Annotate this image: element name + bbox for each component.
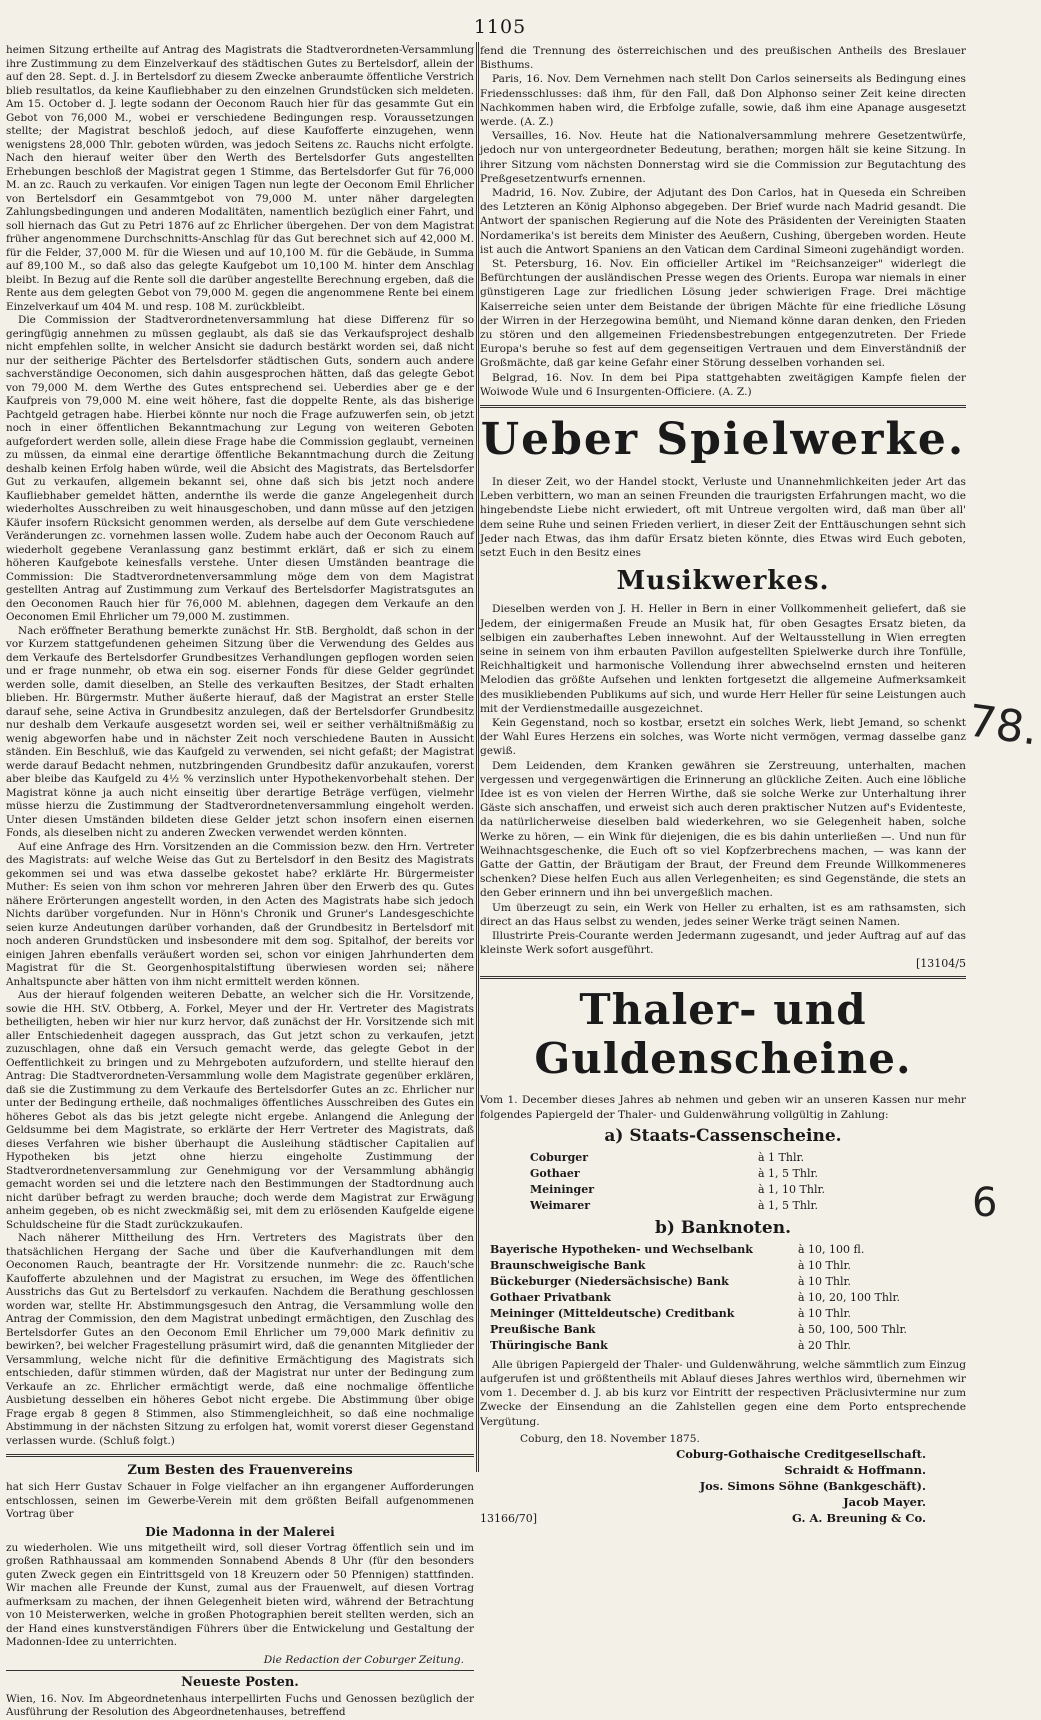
table-row bbox=[480, 1306, 966, 1322]
spielwerke-text: Illustrirte Preis-Courante werden Jedermann zugesandt, und jeder Auftrag auf auf das kleinste Werk sofort ausgeführt. bbox=[480, 929, 966, 957]
redaction-signature: Die Redaction der Coburger Zeitung. bbox=[263, 1653, 464, 1666]
spielwerke-text: Um überzeugt zu sein, ein Werk von Heller zu erhalten, ist es am rathsamsten, sich direct an das Haus selbst zu wenden, jedes seiner Werke trägt seinen Namen. bbox=[480, 901, 966, 928]
note-name: Weimarer bbox=[530, 1198, 590, 1212]
spielwerke-text: In dieser Zeit, wo der Handel stockt, Verluste und Unannehmlichkeiten jeder Art das Leben verbittern, wo man an seinen Freunden die traurigsten Erfahrungen macht, wo die hingebendste Liebe nicht erwiedert, oft mit Untreue vergolten wird, daß man über all' dem seine Ruhe und seinen Frieden verliert, in dieser Zeit der Enttäuschungen sehnt sich Jeder nach Etwas, das ihm dafür Ersatz bieten könnte, dies Etwas wird Euch geboten, setzt Euch in den Besitz eines bbox=[480, 476, 966, 560]
section-divider bbox=[6, 1670, 474, 1671]
left-column bbox=[6, 44, 474, 1718]
handwritten-margin-note: 6 bbox=[972, 1180, 998, 1226]
thaler-intro: Vom 1. December dieses Jahres ab nehmen und geben wir an unseren Kassen nur mehr folgendes Papiergeld der Thaler- und Guldenwährung vollgültig in Zahlung: bbox=[480, 1094, 966, 1121]
news-item: fend die Trennung des österreichischen und des preußischen Antheils des Breslauer Bisthums. bbox=[480, 45, 966, 72]
right-column bbox=[480, 44, 966, 1525]
note-value: à 1 Thlr. bbox=[758, 1150, 805, 1164]
article-paragraph: Die Commission der Stadtverordnetenversammlung hat diese Differenz für so geringfügig annehmen zu müssen geglaubt, als daß sie das Verkaufsproject deshalb nicht empfehlen sollte, in welcher Ansicht sie dadurch bestärkt worden sei, daß nicht nur der seitherige Pächter des Bertelsdorfer städtischen Guts, sondern auch andere sachverständige Oeconomen, sich dahin ausgesprochen hätten, daß das gelegte Gebot von 79,000 M. dem Werthe des Gutes entsprechend sei. Ueberdies aber ge e der Kaufpreis von 79,000 M. eine weit höhere, fast die doppelte Rente, als das bisherige Pachtgeld getragen habe. Hierbei könnte nur noch die Frage aufzuwerfen sein, ob jetzt noch in einer öffentlichen Bekanntmachung zur Legung von weiteren Geboten aufgefordert werden solle, allein diese Frage habe die Commission geglaubt, verneinen zu müssen, da einmal eine derartige öffentliche Bekanntmachung durch die Zeitung deshalb keinen Erfolg haben würde, weil die Absicht des Magistrats, das Bertelsdorfer Gut zu verkaufen, allgemein bekannt sei, ohne daß sich bis jetzt noch andere Kaufliebhaber gemeldet hätten, andernthe ils werde die ganze Angelegenheit durch wiederholtes Ausschreiben zu weit hinausgeschoben, und dann müsse auf den jetzigen Käufer insofern Rücksicht genommen werden, als derselbe auf dem Gute verschiedene Veränderungen zc. vornehmen lassen wolle. Zudem habe auch der Oeconom Rauch auf wiederholt gegebene Veranlassung ganz bestimmt erklärt, daß er sich zu einem höheren Kaufgebote keinesfalls verstehe. Unter diesen Umständen beantrage die Commission: Die Stadtverordnetenversammlung möge dem von dem Magistrat gestellten Antrag auf Zustimmung zum Verkauf des Bertelsdorfer Magistratsgutes an den Oeconomen Rauch hier für 76,000 M. ablehnen, dagegen dem Verkaufe an den Oeconomen Emil Ehrlicher um 79,000 M. zustimmen. bbox=[6, 314, 474, 623]
news-item: Paris, 16. Nov. Dem Vernehmen nach stellt Don Carlos seinerseits als Bedingung eines Friedensschlusses: daß ihm, für den Fall, daß Don Alphonso seiner Zeit keine directen Nachkommen haben wird, die Erbfolge zufalle, sowie, daß ihm eine Apanage ausgesetzt werde. (A. Z.) bbox=[480, 73, 966, 129]
note-value: à 1, 5 Thlr. bbox=[758, 1166, 819, 1180]
table-row bbox=[480, 1242, 966, 1258]
table-row bbox=[480, 1322, 966, 1338]
table-row bbox=[480, 1198, 966, 1214]
banknoten-section-title: b) Banknoten. bbox=[654, 1217, 792, 1238]
table-row bbox=[480, 1150, 966, 1166]
signer: Coburg-Gothaische Creditgesellschaft. bbox=[676, 1447, 926, 1461]
thaler-title: Thaler- und Guldenscheine. bbox=[534, 985, 912, 1084]
banks-table bbox=[480, 1242, 966, 1354]
signer: G. A. Breuning & Co. bbox=[792, 1511, 926, 1525]
spielwerke-text: Dem Leidenden, dem Kranken gewähren sie Zerstreuung, unterhalten, machen vergessen und vergegenwärtigen die Erinnerung an glückliche Zeiten. Auch eine löbliche Idee ist es von vielen der Herren Wirthe, daß sie solche Werke zur Unterhaltung ihrer Gäste sich anschaffen, und erweist sich auch deren praktischer Nutzen auf's Evidenteste, da natürlicherweise dieselben bald wiederkehren, wo sie Gelegenheit haben, solche Werke zu hören, — ein Wink für diejenigen, die es bis dahin unterließen —. Und nun für Weihnachtsgeschenke, die Euch oft so viel Kopfzerbrechens machen, — was kann der Gatte der Gattin, der Bräutigam der Braut, der Freund dem Freunde Willkommeneres schenken? Diese helfen Euch aus allen Verlegenheiten; es sind Gegenstände, die stets an den Geber erinnern und ihn bei unvergeßlich machen. bbox=[480, 759, 966, 900]
bank-name: Preußische Bank bbox=[490, 1322, 596, 1336]
news-item: Madrid, 16. Nov. Zubire, der Adjutant des Don Carlos, hat in Queseda ein Schreiben des Letzteren an König Alphonso abgegeben. Der Brief wurde nach Madrid gesandt. Die Antwort der spanischen Regierung auf die Note des Präsidenten der Vereinigten Staaten Nordamerika's ist bereits dem Minister des Aeußern, Cushing, übergeben worden. Heute ist auch die Antwort Spaniens an den Vatican dem Cardinal Simeoni zugehändigt worden. bbox=[480, 187, 966, 256]
note-name: Gothaer bbox=[530, 1166, 580, 1180]
news-item: Versailles, 16. Nov. Heute hat die Nationalversammlung mehrere Gesetzentwürfe, jedoch nur von untergeordneter Bedeutung, berathen; morgen hält sie keine Sitzung. In ihrer Sitzung vom nächsten Donnerstag wird sie die Commission zur Begutachtung des Preßgesetzentwurfs ernennen. bbox=[480, 130, 966, 185]
article-paragraph: Auf eine Anfrage des Hrn. Vorsitzenden an die Commission bezw. den Hrn. Vertreter des Magistrats: auf welche Weise das Gut zu Bertelsdorf in den Besitz des Magistrats gekommen sei und was etwa dasselbe gekostet habe? erklärte Hr. Bürgermeister Muther: Es seien von ihm schon vor mehreren Jahren über den Erwerb des qu. Gutes nähere Erörterungen angestellt worden, in den Acten des Magistrats habe sich jedoch Nichts darüber vorgefunden. Nur in Hönn's Chronik und Gruner's Landesgeschichte seien kurze Andeutungen darüber vorhanden, daß der Grundbesitz in Bertelsdorf mit noch anderen Grundstücken und insbesondere mit dem sog. Spitalhof, der bereits vor einigen Jahren ebenfalls veräußert worden sei, schon vor einigen Jahrhunderten dem Magistrat für die St. Georgenhospitalstiftung überwiesen worden sei; nähere Anhaltspuncte aber hätten von ihm nicht ermittelt werden können. bbox=[6, 840, 474, 988]
thaler-date: Coburg, den 18. November 1875. bbox=[520, 1432, 700, 1445]
table-row bbox=[480, 1290, 966, 1306]
column-divider bbox=[476, 42, 477, 1472]
ad-code: [13104/5 bbox=[916, 957, 966, 971]
spielwerke-text: Kein Gegenstand, noch so kostbar, ersetzt ein solches Werk, liebt Jemand, so schenkt der Wahl Eures Herzens ein solches, was Worte nicht vermögen, vermag dasselbe ganz gewiß. bbox=[480, 716, 966, 758]
news-item: St. Petersburg, 16. Nov. Ein officieller Artikel im "Reichsanzeiger" widerlegt die Befürchtungen der ausländischen Presse wegen des Orients. Europa war niemals in einer günstigeren Lage zur friedlichen Lösung jeder schwierigen Frage. Drei mächtige Kaiserreiche seien unter dem Beistande der übrigen Mächte für eine friedliche Lösung der Wirren in der Herzegowina bemüht, und Niemand könne daran denken, den Frieden zu stören und den allgemeinen Friedensbestrebungen entgegenzutreten. Der Friede Europa's beruhe so fest auf dem gegenseitigen Vertrauen und dem Einverständniß der Großmächte, daß gar keine Gefahr einer Störung desselben vorhanden sei. bbox=[480, 258, 966, 370]
note-name: Meininger bbox=[530, 1182, 595, 1196]
table-row bbox=[480, 1182, 966, 1198]
frauenverein-text: hat sich Herr Gustav Schauer in Folge vielfacher an ihn ergangener Aufforderungen entschlossen, seinen im Gewerbe-Verein mit dem größten Beifall aufgenommenen Vortrag über bbox=[6, 1481, 474, 1520]
madonna-subheading: Die Madonna in der Malerei bbox=[145, 1524, 335, 1539]
spielwerke-text: Dieselben werden von J. H. Heller in Bern in einer Vollkommenheit geliefert, daß sie Jedem, der einigermaßen Freude an Musik hat, für oben Gesagtes Ersatz bieten, da selbigen ein zauberhaftes Leben innewohnt. Auf der Weltausstellung in Wien erregten seine in seinem von ihm erbauten Pavillon aufgestellten Spielwerke durch ihre Tonfülle, Reichhaltigkeit und harmonische Vollendung ihrer abwechselnd ernsten und heiteren Melodien das größte Aufsehen und lenkten fortgesetzt die allgemeine Aufmerksamkeit des musikliebenden Publikums auf sich, und wurde Herr Heller für seine Leistungen auch mit der Verdienstmedaille ausgezeichnet. bbox=[480, 603, 966, 715]
table-row bbox=[480, 1338, 966, 1354]
frauenverein-heading: Zum Besten des Frauenvereins bbox=[127, 1463, 353, 1478]
section-divider bbox=[6, 1454, 474, 1457]
bank-value: à 10 Thlr. bbox=[798, 1258, 852, 1272]
bank-name: Bayerische Hypotheken- und Wechselbank bbox=[490, 1242, 753, 1256]
bank-value: à 50, 100, 500 Thlr. bbox=[798, 1322, 908, 1336]
staats-section-title: a) Staats-Cassenscheine. bbox=[604, 1125, 842, 1146]
bank-value: à 10, 20, 100 Thlr. bbox=[798, 1290, 901, 1304]
page-number: 1105 bbox=[473, 16, 527, 38]
note-name: Coburger bbox=[530, 1150, 589, 1164]
spielwerke-title: Ueber Spielwerke. bbox=[480, 414, 966, 466]
note-value: à 1, 5 Thlr. bbox=[758, 1198, 819, 1212]
signer: Schraidt & Hoffmann. bbox=[784, 1463, 926, 1477]
bank-name: Thüringische Bank bbox=[490, 1338, 608, 1352]
neueste-heading: Neueste Posten. bbox=[181, 1674, 299, 1690]
musikwerkes-subtitle: Musikwerkes. bbox=[616, 566, 830, 597]
note-value: à 1, 10 Thlr. bbox=[758, 1182, 826, 1196]
news-item: Belgrad, 16. Nov. In dem bei Pipa stattgehabten zweitägigen Kampfe fielen der Woiwode Wule und 6 Insurgenten-Officiere. (A. Z.) bbox=[480, 371, 966, 398]
thaler-closing: Alle übrigen Papiergeld der Thaler- und Guldenwährung, welche sämmtlich zum Einzug aufgerufen ist und größtentheils mit Ablauf dieses Jahres werthlos wird, übernehmen wir vom 1. December d. J. ab bis kurz vor Eintritt der respectiven Präclusivtermine nur zum Zwecke der Einsendung an die Zahlstellen gegen eine dem Porto entsprechende Vergütung. bbox=[480, 1358, 966, 1428]
bank-name: Bückeburger (Niedersächsische) Bank bbox=[490, 1274, 729, 1288]
bank-name: Gothaer Privatbank bbox=[490, 1290, 611, 1304]
neueste-text: Wien, 16. Nov. Im Abgeordnetenhaus interpellirten Fuchs und Genossen bezüglich der Ausführung der Resolution des Abgeordnetenhauses, betreffend bbox=[6, 1692, 474, 1718]
section-divider bbox=[480, 405, 966, 408]
table-row bbox=[480, 1258, 966, 1274]
article-paragraph: Nach eröffneter Berathung bemerkte zunächst Hr. StB. Bergholdt, daß schon in der vor Kurzem stattgefundenen geheimen Sitzung über die Verwendung des Geldes aus dem Verkaufe des Bertelsdorfer Grundbesitzes Verhandlungen gepflogen worden seien und er frage nunmehr, ob etwa ein sog. eiserner Fonds für diese Gelder gegründet werden solle, damit dieselben, an Stelle des verkauften Besitzes, der Stadt erhalten blieben. Hr. Bürgermstr. Muther äußerte hierauf, daß der Magistrat an erster Stelle darauf sehe, seine Activa in Grundbesitz anzulegen, daß der Bertelsdorfer Grundbesitz nur deshalb dem Verkaufe ausgesetzt worden sei, weil er seither verhältnißmäßig zu wenig abgeworfen habe und in nächster Zeit noch verschiedene Bauten in Aussicht ständen. Ein Beschluß, wie das Kaufgeld zu verwenden, sei nicht gefaßt; der Magistrat werde darauf Bedacht nehmen, nutzbringenden Grundbesitz dafür anzukaufen, vorerst aber bleibe das Kaufgeld zu 4½ % verzinslich unter Hypothekenvorbehalt stehen. Der Magistrat könne ja auch nicht einseitig über derartige Beträge verfügen, vielmehr müsse hierzu die Zustimmung der Stadtverordnetenversammlung eingeholt werden. Unter diesen Umständen bildeten diese Gelder jetzt schon insofern einen eisernen Fonds, als dieselben nicht zu anderen Zwecken verwendet werden könnten. bbox=[6, 624, 474, 839]
staats-table bbox=[480, 1150, 966, 1214]
bank-name: Braunschweigische Bank bbox=[490, 1258, 646, 1272]
bank-value: à 10, 100 fl. bbox=[798, 1242, 865, 1256]
signer: Jacob Mayer. bbox=[843, 1495, 926, 1509]
article-paragraph: Aus der hierauf folgenden weiteren Debatte, an welcher sich die Hr. Vorsitzende, sowie die HH. StV. Otbberg, A. Forkel, Meyer und der Hr. Vertreter des Magistrats betheiligten, heben wir hier nur kurz hervor, daß zunächst der Hr. Vorsitzende sich mit aller Entschiedenheit dagegen aussprach, das Gut jetzt schon zu verkaufen, jetzt zuzuschlagen, ohne daß ein Versuch gemacht werde, das gelegte Gebot in der Oeffentlichkeit zu bringen und zu Mehrgeboten aufzufordern, und stellte hierauf den Antrag: Die Stadtverordneten-Versammlung wolle dem Magistrate gegenüber erklären, daß sie die Zustimmung zu dem Verkaufe des Bertelsdorfer Gutes an zc. Ehrlicher nur unter der Bedingung ertheile, daß nochmaliges öffentliches Ausschreiben des Gutes ein höheres Gebot als das bis jetzt gelegte nicht ergebe. Anlangend die Anlegung der Geldsumme bei dem Magistrate, so erklärte der Herr Vertreter des Magistrats, daß dieses Verfahren wie bisher überhaupt die Ausleihung städtischer Capitalien auf Hypotheken bis jetzt ohne hierzu eingeholte Zustimmung der Stadtverordnetenversammlung zur Genehmigung vor der Versammlung abhängig gemacht worden sei und die letztere nach den Bestimmungen der Stadtordnung auch nicht darüber befragt zu werden brauche; doch werde dem Magistrat zur Erwägung anheim gegeben, ob es nicht zweckmäßig sei, mit dem zu erlösenden Kaufgelde eigene Schuldscheine für die Stadt zurückzukaufen. bbox=[6, 989, 474, 1231]
ad-code: 13166/70] bbox=[480, 1512, 537, 1525]
table-row bbox=[480, 1166, 966, 1182]
column-divider-inner bbox=[478, 42, 479, 1472]
section-divider bbox=[480, 976, 966, 979]
frauenverein-text: zu wiederholen. Wie uns mitgetheilt wird, soll dieser Vortrag öffentlich sein und im großen Rathhaussaal am kommenden Sonnabend Abends 8 Uhr (für den besonders guten Zweck gegen ein Eintrittsgeld von 18 Kreuzern oder 50 Pfennigen) stattfinden. Wir machen alle Freunde der Kunst, zumal aus der Frauenwelt, auf diesen Vortrag aufmerksam zu machen, der ihnen Gelegenheit bieten wird, während der Betrachtung von 10 Meisterwerken, welche in großen Photographien bereit stellten werden, sich an der Hand eines kunstverständigen Führers über die Entwickelung und Gestaltung der Madonnen-Idee zu unterrichten. bbox=[6, 1541, 474, 1648]
signer: Jos. Simons Söhne (Bankgeschäft). bbox=[699, 1479, 926, 1493]
article-paragraph: Nach näherer Mittheilung des Hrn. Vertreters des Magistrats über den thatsächlichen Hergang der Sache und über die Kaufverhandlungen mit dem Oeconomen Rauch, beantragte der Hr. Vorsitzende nunmehr: die zc. Rauch'sche Kaufofferte abzulehnen und der Magistrat zu ersuchen, im Wege des öffentlichen Ausstrichs das Gut zu Bertelsdorf zu verkaufen. Nachdem die Berathung geschlossen worden war, stellte Hr. Abstimmungsgesuch den Antrag, die Versammlung wolle den Antrag der Commission, den dem Magistrat unbedingt ermächtigen, den Zuschlag des Bertelsdorfer Gutes an den Oeconom Emil Ehrlicher um 79,000 Mark definitiv zu bewirken?, bei welcher Fragestellung präsumirt wird, daß die genannten Mitglieder der Versammlung, welche nicht für die definitive Ermächtigung des Magistrats sich entschieden, dafür stimmen würden, daß der Magistrat nur unter der Bedingung zum Verkaufe an zc. Ehrlicher ermächtigt werde, daß eine nochmalige öffentliche Ausbietung desselben ein höheres Gebot nicht ergebe. Die Abstimmung über obige Frage ergab 8 gegen 8 Stimmen, also Stimmengleichheit, so daß eine nochmalige Abstimmung in der nächsten Sitzung zu erfolgen hat, womit vorerst dieser Gegenstand verlassen wurde. (Schluß folgt.) bbox=[6, 1232, 474, 1447]
article-paragraph: heimen Sitzung ertheilte auf Antrag des Magistrats die Stadtverordneten-Versammlung ihre Zustimmung zu dem Einzelverkauf des städtischen Gutes zu Bertelsdorf, allein der auf den 28. Sept. d. J. in Bertelsdorf zu diesem Zwecke anberaumte öffentliche Verstrich blieb resultatlos, da keine Kaufliebhaber zu den einzelnen Grundstücken sich meldeten. Am 15. October d. J. legte sodann der Oeconom Rauch hier für das gesammte Gut ein Gebot von 76,000 M., wobei er verschiedene Bedingungen resp. Voraussetzungen stellte; der Magistrat beschloß jedoch, auf diese Kaufofferte einzugehen, wenn wenigstens 28,000 Thlr. geboten würden, was jedoch Seitens zc. Rauchs nicht erfolgte. Nach den hierauf weiter über den Werth des Bertelsdorfer Guts angestellten Erhebungen beschloß der Magistrat gegen 1 Stimme, das Bertelsdorfer Gut für 76,000 M. an zc. Rauch zu verkaufen. Vor einigen Tagen nun legte der Oeconom Emil Ehrlicher von Bertelsdorf ein Gesammtgebot von 79,000 M. unter näher dargelegten Zahlungsbedingungen und anderen Modalitäten, namentlich bezüglich einer Fahrt, und soll hiernach das Gut zu Petri 1876 auf zc Ehrlicher übergehen. Der von dem Magistrat früher angenommene Durchschnitts-Anschlag für das Gut berechnet sich auf 42,000 M. für die Felder, 37,000 M. für die Wiesen und auf 10,100 M. für die Gebäude, in Summa auf 89,100 M., so daß also das gelegte Kaufgebot um 10,100 M. hinter dem Anschlag bleibt. In Bezug auf die Rente soll die darüber angestellte Berechnung ergeben, daß die Rente aus dem gelegten Gebot von 79,000 M. gegen die angenommene Rente bei einem Einzelverkauf um 404 M. und resp. 108 M. zurückbleibt. bbox=[6, 44, 474, 313]
table-row bbox=[480, 1274, 966, 1290]
bank-value: à 20 Thlr. bbox=[798, 1338, 852, 1352]
handwritten-margin-note: 78. bbox=[964, 695, 1041, 756]
bank-value: à 10 Thlr. bbox=[798, 1274, 852, 1288]
bank-value: à 10 Thlr. bbox=[798, 1306, 852, 1320]
bank-name: Meininger (Mitteldeutsche) Creditbank bbox=[490, 1306, 735, 1320]
